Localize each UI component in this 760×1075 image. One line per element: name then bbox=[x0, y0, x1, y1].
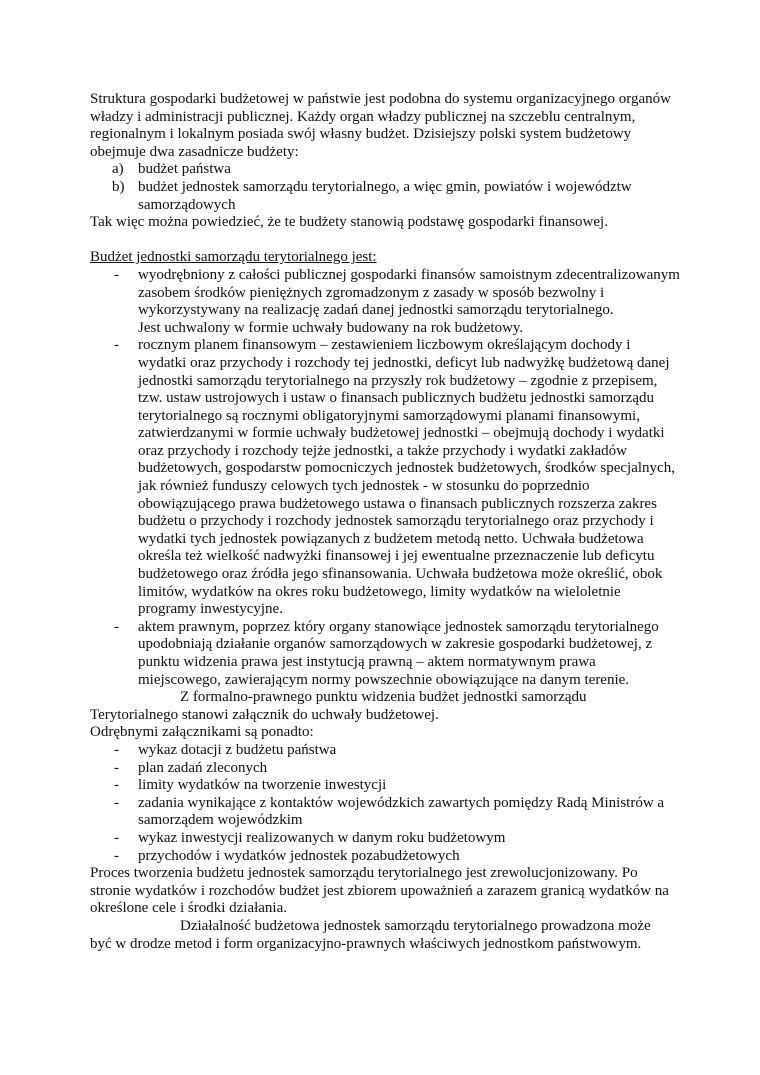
list-marker: - bbox=[114, 794, 119, 811]
formal-legal-line: Z formalno-prawnego punktu widzenia budżet jednostki samorządu bbox=[180, 689, 587, 706]
spacer bbox=[90, 232, 680, 250]
list-marker: - bbox=[114, 777, 119, 794]
list-item-text: wykaz dotacji z budżetu państwa bbox=[138, 741, 337, 758]
list-item bbox=[90, 267, 680, 337]
document-page bbox=[90, 91, 680, 953]
activity-line-continued: być w drodze metod i form organizacyjno-prawnych właściwych jednostkom państwowym. bbox=[90, 935, 642, 952]
section-heading: Budżet jednostki samorządu terytorialnego jest: bbox=[90, 249, 377, 266]
list-item-text: budżet jednostek samorządu terytorialnego, a więc gmin, powiatów i województw samorządowych bbox=[138, 178, 632, 213]
list-item bbox=[90, 742, 680, 760]
list-marker: - bbox=[114, 337, 119, 354]
budget-definition-list bbox=[90, 267, 680, 689]
attachments-list bbox=[90, 742, 680, 865]
list-item-text: zadania wynikające z kontaktów wojewódzkich zawartych pomiędzy Radą Ministrów a samorządem wojewódzkim bbox=[138, 794, 665, 829]
list-marker: - bbox=[114, 618, 119, 635]
budget-types-list bbox=[90, 161, 680, 214]
list-item-text: wyodrębniony z całości publicznej gospodarki finansów samoistnym zdecentralizowanym zasobem środków pieniężnych zgromadzonym z zasady w sposób bezwolny i wykorzystywany na realizację zadań danej jednostki samorządu terytorialnego. bbox=[138, 266, 680, 319]
list-item bbox=[90, 795, 680, 830]
list-item-text: budżet państwa bbox=[138, 161, 231, 178]
list-item-text: wykaz inwestycji realizowanych w danym roku budżetowym bbox=[138, 829, 506, 846]
list-item-note: Jest uchwalony w formie uchwały budowany na rok budżetowy. bbox=[138, 319, 524, 336]
list-item-text: aktem prawnym, poprzez który organy stanowiące jednostek samorządu terytorialnego upodobniają działanie organów samorządowych w zakresie gospodarki budżetowej, z punktu widzenia prawa jest instytucją prawną – aktem normatywnym prawa miejscowego, zawierającym normy powszechnie obowiązujące na danym terenie. bbox=[138, 618, 659, 688]
list-marker: b) bbox=[112, 178, 125, 195]
attachments-heading: Odrębnymi załącznikami są ponadto: bbox=[90, 724, 314, 741]
formal-legal-line-continued: Terytorialnego stanowi załącznik do uchwały budżetowej. bbox=[90, 706, 439, 723]
list-marker: - bbox=[114, 741, 119, 758]
activity-line: Działalność budżetowa jednostek samorządu terytorialnego prowadzona może bbox=[180, 917, 651, 934]
list-marker: - bbox=[114, 829, 119, 846]
list-item bbox=[90, 830, 680, 848]
list-item-text: limity wydatków na tworzenie inwestycji bbox=[138, 777, 387, 794]
list-item bbox=[90, 179, 680, 214]
process-paragraph: Proces tworzenia budżetu jednostek samorządu terytorialnego jest zrewolucjonizowany. Po stronie wydatków i rozchodów budżet jest zbiorem upoważnień a zarazem granicą wydatków na określone cele i środki działania. bbox=[90, 865, 669, 917]
list-marker: a) bbox=[112, 161, 124, 178]
intro-closing: Tak więc można powiedzieć, że te budżety stanowią podstawę gospodarki finansowej. bbox=[90, 214, 608, 231]
list-item-text: przychodów i wydatków jednostek pozabudżetowych bbox=[138, 847, 460, 864]
list-item bbox=[90, 848, 680, 866]
intro-paragraph: Struktura gospodarki budżetowej w państwie jest podobna do systemu organizacyjnego organów władzy i administracji publicznej. Każdy organ władzy publicznej na szczeblu centralnym, regionalnym i lokalnym posiada swój własny budżet. Dzisiejszy polski system budżetowy obejmuje dwa zasadnicze budżety: bbox=[90, 91, 671, 160]
list-marker: - bbox=[114, 759, 119, 776]
list-marker: - bbox=[114, 266, 119, 283]
list-item bbox=[90, 777, 680, 795]
list-item bbox=[90, 161, 680, 179]
list-item-text: rocznym planem finansowym – zestawieniem liczbowym określającym dochody i wydatki oraz przychody i rozchody tej jednostki, deficyt lub nadwyżkę budżetową danej jednostki samorządu terytorialnego na przyszły rok budżetowy – zgodnie z przepisem, tzw. ustaw ustrojowych i ustaw o finansach publicznych budżetu jednostki samorządu terytorialnego są rocznymi obligatoryjnymi samorządowymi planami finansowymi, zatwierdzanymi w formie uchwały budżetowej jednostki – obejmują dochody i wydatki oraz przychody i rozchody tejże jednostki, a także przychody i wydatki zakładów budżetowych, gospodarstw pomocniczych jednostek budżetowych, środków specjalnych, jak również funduszy celowych tych jednostek - w stosunku do poprzednio obowiązującego prawa budżetowego ustawa o finansach publicznych rozszerza zakres budżetu o przychody i rozchody jednostek samorządu terytorialnego oraz przychody i wydatki tych jednostek powiązanych z budżetem metodą netto. Uchwała budżetowa określa też wielkość nadwyżki finansowej i jej ewentualne przeznaczenie lub deficytu budżetowego oraz źródła jego sfinansowania. Uchwała budżetowa może określić, obok limitów, wydatków na okres roku budżetowego, limity wydatków na wieloletnie programy inwestycyjne. bbox=[138, 337, 675, 618]
list-item bbox=[90, 337, 680, 619]
list-item bbox=[90, 760, 680, 778]
list-item bbox=[90, 619, 680, 689]
list-marker: - bbox=[114, 847, 119, 864]
list-item-text: plan zadań zleconych bbox=[138, 759, 268, 776]
